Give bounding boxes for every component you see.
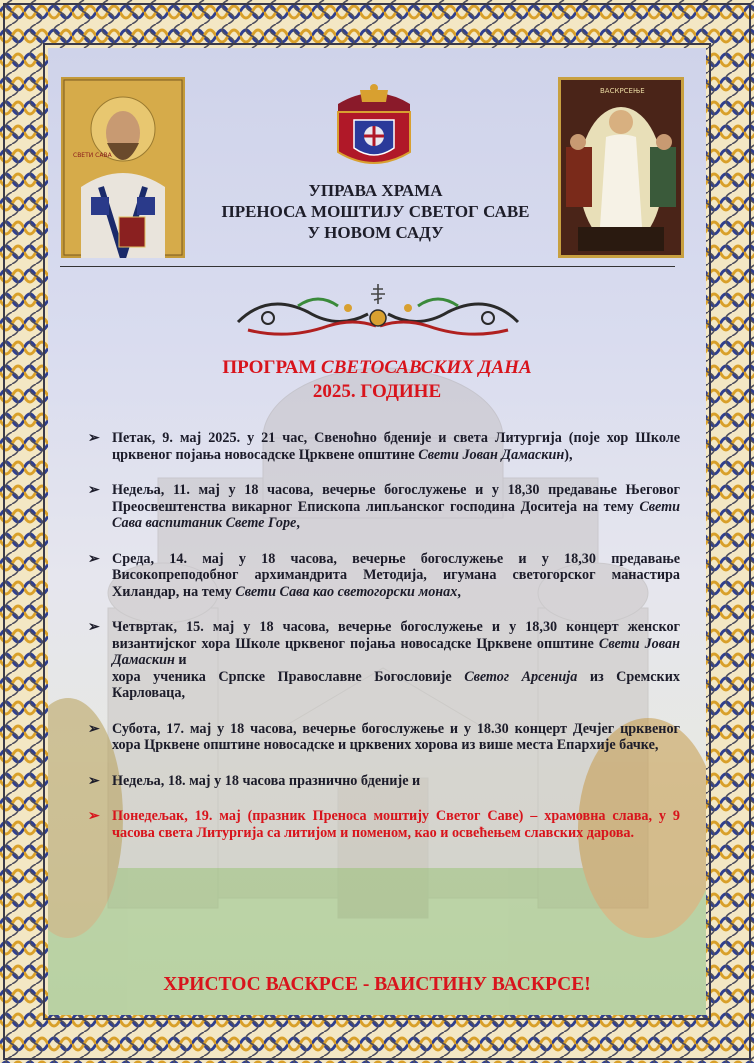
coat-of-arms-icon	[330, 82, 418, 174]
arrow-bullet-icon: ➢	[88, 430, 100, 446]
arrow-bullet-icon: ➢	[88, 808, 100, 824]
content-panel	[48, 48, 706, 1015]
header-line-2: ПРЕНОСА МОШТИЈУ СВЕТОГ САВЕ	[221, 202, 530, 221]
list-item: ➢ Недеља, 11. мај у 18 часова, вечерње богослужење и у 18,30 предавање Његовог Преосвештенства викарног Епископа липљанског господина Доситеја на тему Свети Сава васпитаник Свете Горе,	[88, 482, 680, 531]
right-icon-caption: ВАСКРСЕЊЕ	[600, 87, 645, 95]
list-item-feast-day: ➢ Понедељак, 19. мај (празник Преноса моштију Светог Саве) – храмовна слава, у 9 часова света Литургија са литијом и поменом, као и освећењем славских дарова.	[88, 808, 680, 841]
parish-header	[198, 180, 553, 243]
arrow-bullet-icon: ➢	[88, 482, 100, 498]
program-title-italic: СВЕТОСАВСКИХ ДАНА	[321, 357, 532, 378]
program-year: 2025. ГОДИНЕ	[312, 381, 442, 402]
list-item: ➢ Субота, 17. мај у 18 часова, вечерње богослужење и у 18.30 концерт Дечјег црквеног хора Црквене општине новосадске и црквених хорова из више места Епархије бачке,	[88, 720, 680, 753]
program-title-plain: ПРОГРАМ	[222, 357, 322, 378]
floral-ornament-icon	[228, 282, 528, 344]
header-line-3: У НОВОМ САДУ	[307, 223, 444, 242]
saint-sava-icon	[61, 77, 185, 258]
resurrection-icon	[558, 77, 684, 258]
arrow-bullet-icon: ➢	[88, 720, 100, 737]
list-item: ➢ Четвртак, 15. мај у 18 часова, вечерње богослужење и у 18,30 концерт женског византијског хора Школе црквеног појања новосадске Црквене општине Свети Јован Дамаскин и хора ученика Српске Православне Богословије Светог Арсенија из Сремских Карловаца,	[88, 619, 680, 701]
list-item: ➢ Петак, 9. мај 2025. у 21 час, Свеноћно бденије и света Литургија (поје хор Школе црквеног појања новосадске Црквене општине Свети Јован Дамаскин),	[88, 430, 680, 463]
schedule-list	[88, 430, 680, 860]
header-divider	[60, 266, 675, 267]
arrow-bullet-icon: ➢	[88, 550, 100, 567]
program-title	[48, 356, 706, 404]
list-item: ➢ Недеља, 18. мај у 18 часова празнично бденије и	[88, 772, 421, 789]
arrow-bullet-icon: ➢	[88, 619, 100, 635]
left-icon-caption: СВЕТИ САВА	[73, 152, 112, 159]
easter-greeting: ХРИСТОС ВАСКРСЕ - ВАИСТИНУ ВАСКРСЕ!	[163, 974, 591, 995]
arrow-bullet-icon: ➢	[88, 772, 100, 789]
list-item: ➢ Среда, 14. мај у 18 часова, вечерње богослужење и у 18,30 предавање Високопреподобног архимандрита Методија, игумана светогорског манастира Хиландар, на тему Свети Сава као светогорски монах,	[88, 550, 680, 600]
header-line-1: УПРАВА ХРАМА	[308, 181, 443, 200]
